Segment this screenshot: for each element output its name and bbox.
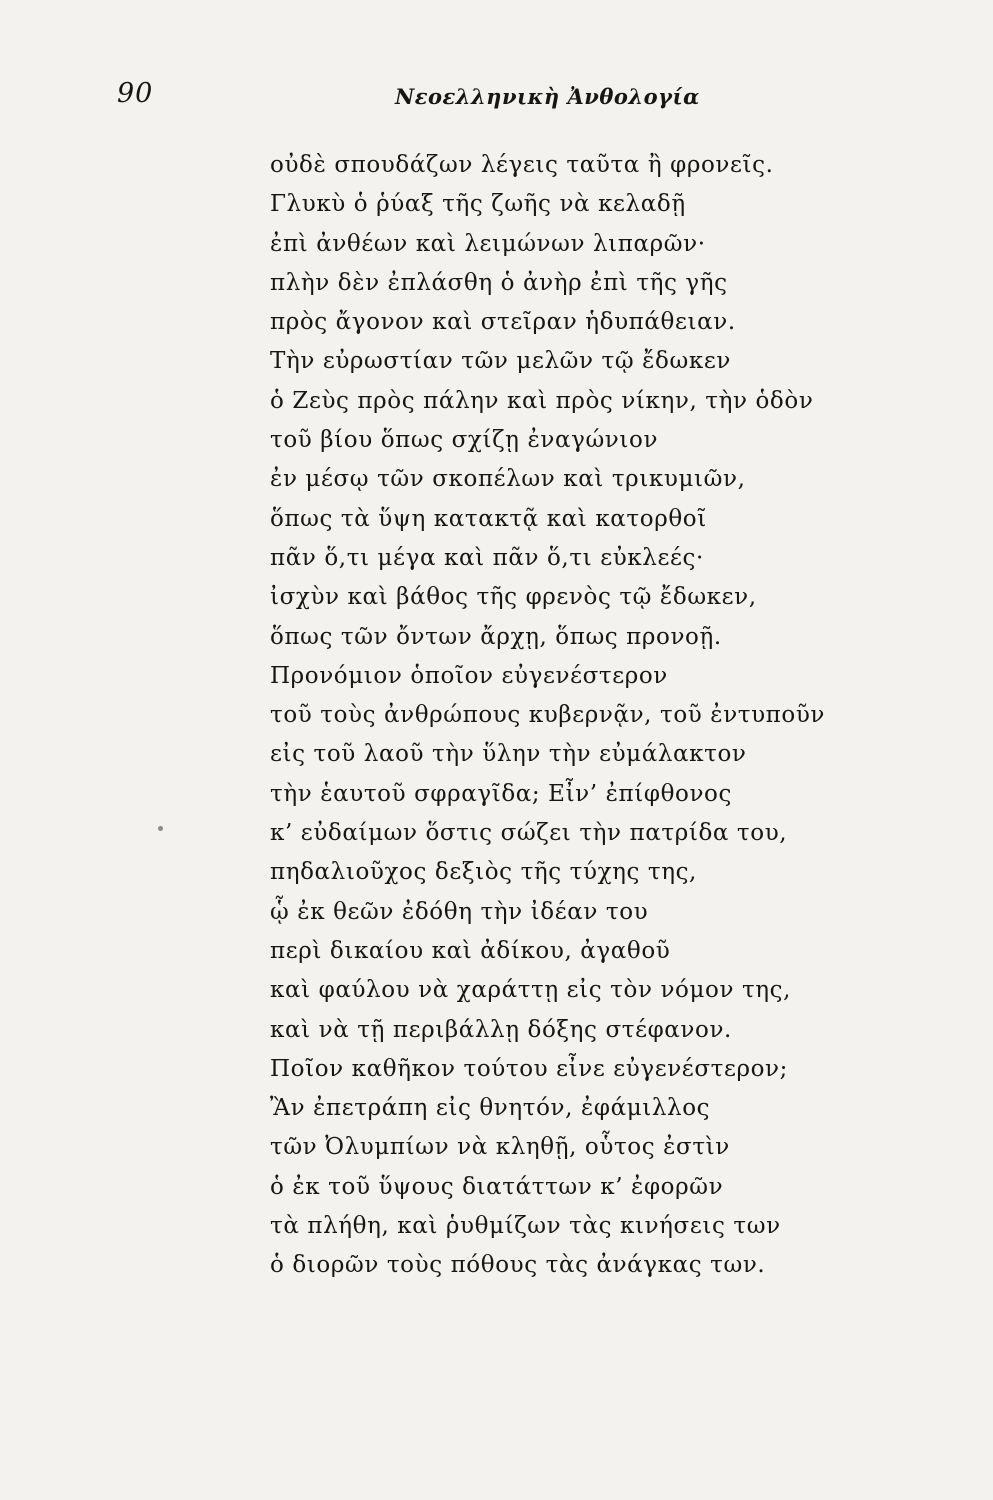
poem-line: καὶ νὰ τῇ περιβάλλῃ δόξης στέφανον. [270,1016,732,1043]
poem-line: ὁ Ζεὺς πρὸς πάλην καὶ πρὸς νίκην, τὴν ὁδὸν [270,387,814,414]
poem-line: ὅπως τῶν ὄντων ἄρχῃ, ὅπως προνοῇ. [270,623,722,650]
poem-line: εἰς τοῦ λαοῦ τὴν ὕλην τὴν εὐμάλακτον [270,741,747,768]
page-number: 90 [117,78,154,109]
poem-line: Ποῖον καθῆκον τούτου εἶνε εὐγενέστερον; [270,1055,788,1082]
poem-line: ἐπὶ ἀνθέων καὶ λειμώνων λιπαρῶν· [270,230,706,257]
poem-line: κ’ εὐδαίμων ὅστις σώζει τὴν πατρίδα του, [270,820,788,847]
poem-line: περὶ δικαίου καὶ ἀδίκου, ἀγαθοῦ [270,937,671,964]
poem-line: Ἂν ἐπετράπη εἰς θνητόν, ἐφάμιλλος [270,1095,711,1122]
poem-line: τοῦ τοὺς ἀνθρώπους κυβερνᾷν, τοῦ ἐντυποῦν [270,702,826,729]
poem-line: πηδαλιοῦχος δεξιὸς τῆς τύχης της, [270,859,697,886]
poem-line: ἰσχὺν καὶ βάθος τῆς φρενὸς τῷ ἔδωκεν, [270,584,757,611]
poem-line: τῶν Ὀλυμπίων νὰ κληθῇ, οὗτος ἐστὶν [270,1134,730,1161]
poem-line: Προνόμιον ὁποῖον εὐγενέστερον [270,662,668,689]
poem-line: ὅπως τὰ ὕψη κατακτᾷ καὶ κατορθοῖ [270,505,707,532]
running-title: Νεοελληνικὴ Ἀνθολογία [395,84,700,109]
poem-line: ὁ ἐκ τοῦ ὕψους διατάττων κ’ ἐφορῶν [270,1173,724,1200]
poem-line: ᾧ ἐκ θεῶν ἐδόθη τὴν ἰδέαν του [270,898,649,925]
paper-speck [158,826,163,831]
poem-line: πᾶν ὅ,τι μέγα καὶ πᾶν ὅ,τι εὐκλεές· [270,544,704,571]
poem-text [270,146,870,1286]
poem-line: ὁ διορῶν τοὺς πόθους τὰς ἀνάγκας των. [270,1252,766,1279]
poem-line: πλὴν δὲν ἐπλάσθη ὁ ἀνὴρ ἐπὶ τῆς γῆς [270,269,728,296]
poem-line: καὶ φαύλου νὰ χαράττῃ εἰς τὸν νόμον της, [270,977,792,1004]
poem-line: τοῦ βίου ὅπως σχίζῃ ἐναγώνιον [270,427,659,454]
poem-line: πρὸς ἄγονον καὶ στεῖραν ἡδυπάθειαν. [270,309,736,336]
poem-line: Γλυκὺ ὁ ῥύαξ τῆς ζωῆς νὰ κελαδῇ [270,191,686,218]
poem-line: τὰ πλήθη, καὶ ῥυθμίζων τὰς κινήσεις των [270,1213,781,1240]
poem-line: τὴν ἑαυτοῦ σφραγῖδα; Εἶν’ ἐπίφθονος [270,780,732,807]
poem-line: ἐν μέσῳ τῶν σκοπέλων καὶ τρικυμιῶν, [270,466,746,493]
poem-line: Τὴν εὐρωστίαν τῶν μελῶν τῷ ἔδωκεν [270,348,731,375]
poem-line: οὐδὲ σπουδάζων λέγεις ταῦτα ἢ φρονεῖς. [270,152,774,178]
